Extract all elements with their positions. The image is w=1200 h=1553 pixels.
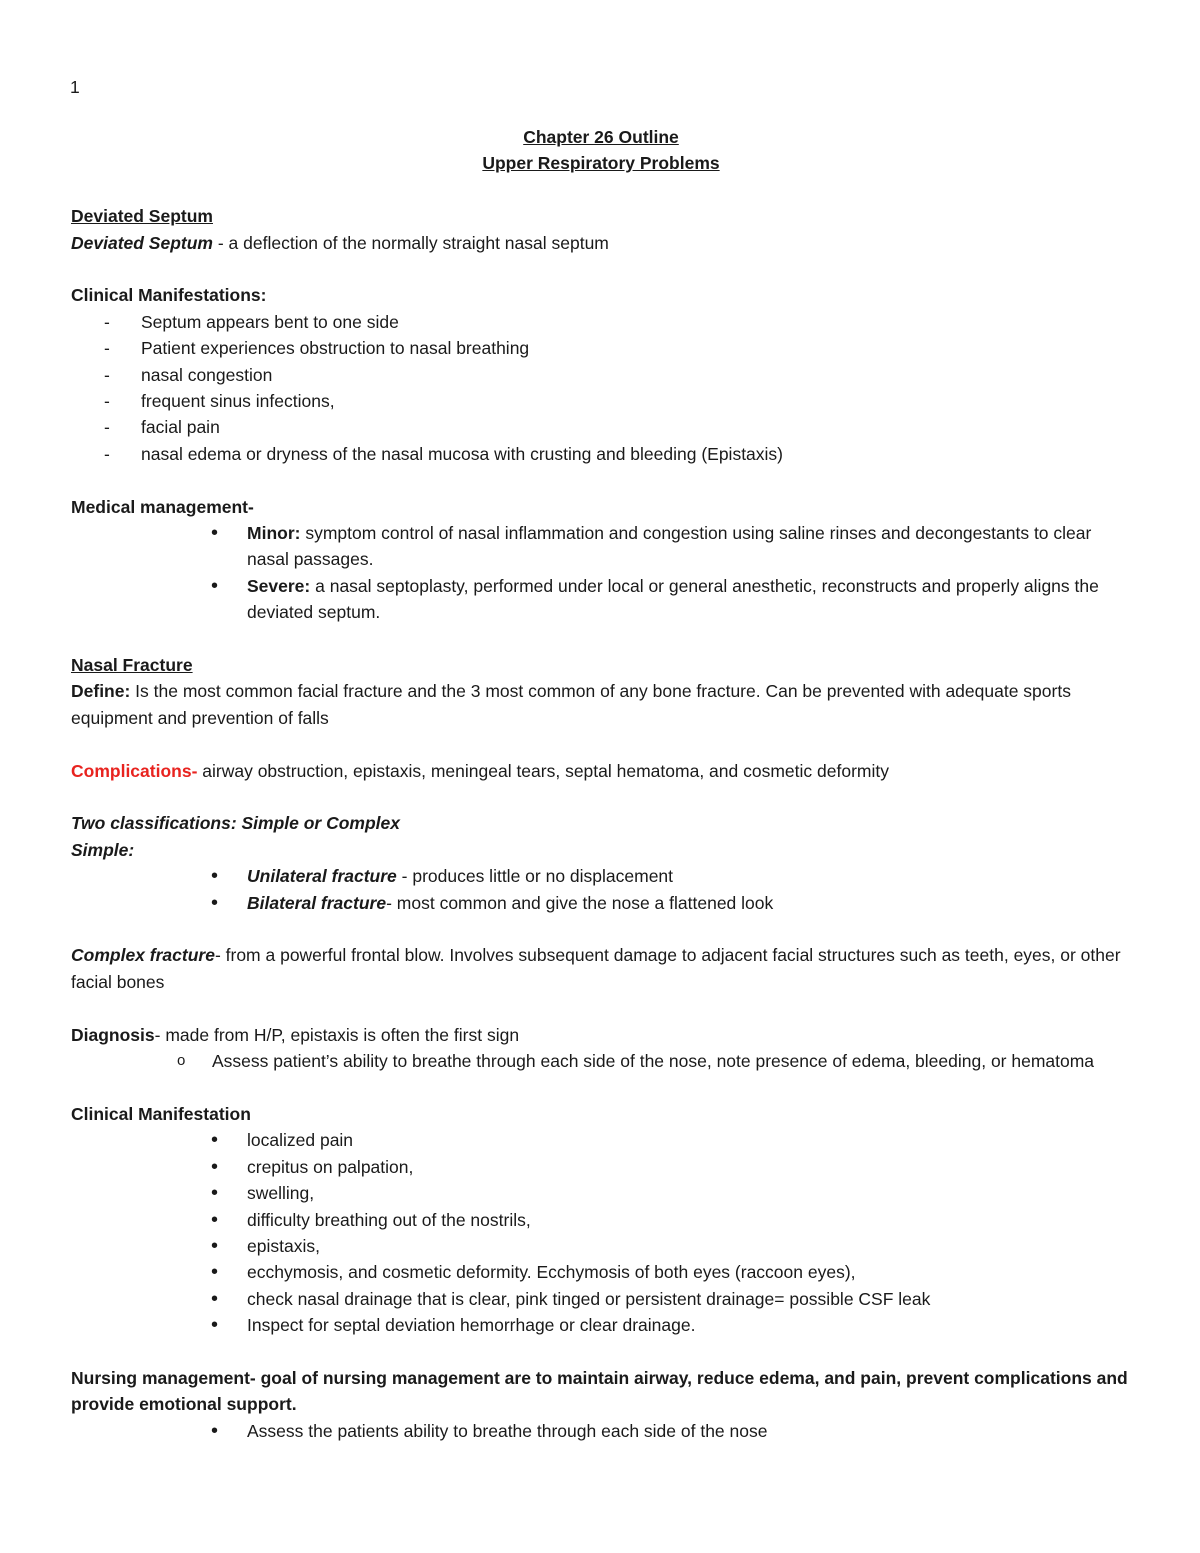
list-item	[71, 890, 1131, 916]
clinical-manifestation-heading: Clinical Manifestation	[71, 1103, 251, 1124]
diagnosis-term: Diagnosis	[71, 1024, 155, 1045]
definition-term: Define:	[71, 681, 131, 702]
section-heading-nasal-fracture: Nasal Fracture	[71, 655, 193, 676]
item-text: symptom control of nasal inflammation and congestion using saline rinses and decongestants to clear nasal passages.	[247, 523, 1092, 570]
definition-text: - a deflection of the normally straight nasal septum	[212, 232, 609, 253]
item-text: - produces little or no displacement	[396, 866, 674, 887]
list-item: • Inspect for septal deviation hemorrhage or clear drainage.	[71, 1312, 1131, 1338]
complications-paragraph	[71, 758, 1131, 784]
diagnosis-list	[71, 1048, 1131, 1074]
clinical-manifestations-list	[71, 309, 1131, 467]
list-item: - Patient experiences obstruction to nasal breathing	[71, 335, 1131, 361]
medical-management-list	[71, 520, 1131, 626]
list-item: o Assess patient’s ability to breathe through each side of the nose, note presence of edema, bleeding, or hematoma	[71, 1048, 1131, 1074]
clinical-manifestations-heading: Clinical Manifestations:	[71, 285, 267, 306]
list-item: • ecchymosis, and cosmetic deformity. Ecchymosis of both eyes (raccoon eyes),	[71, 1259, 1131, 1285]
clinical-manifestation-list	[71, 1127, 1131, 1338]
item-term: Minor:	[247, 523, 301, 544]
complications-text: airway obstruction, epistaxis, meningeal tears, septal hematoma, and cosmetic deformity	[197, 760, 889, 781]
item-term: Severe:	[247, 575, 311, 596]
simple-heading: Simple:	[71, 839, 135, 860]
list-item: - facial pain	[71, 414, 1131, 440]
definition-term: Deviated Septum	[71, 232, 213, 253]
chapter-title: Chapter 26 Outline	[523, 127, 679, 147]
complex-fracture-paragraph	[71, 942, 1131, 995]
simple-fracture-list	[71, 863, 1131, 916]
list-item: • epistaxis,	[71, 1233, 1131, 1259]
page-number: 1	[70, 77, 80, 97]
diagnosis-text: - made from H/P, epistaxis is often the first sign	[154, 1024, 520, 1045]
item-text: - most common and give the nose a flattened look	[386, 892, 774, 913]
list-item: • difficulty breathing out of the nostrils,	[71, 1207, 1131, 1233]
complex-term: Complex fracture	[71, 945, 215, 966]
list-item: - frequent sinus infections,	[71, 388, 1131, 414]
item-term: Bilateral fracture	[247, 892, 387, 913]
section-heading-deviated-septum: Deviated Septum	[71, 206, 213, 227]
nursing-management-heading: Nursing management- goal of nursing management are to maintain airway, reduce edema, and pain, prevent complications and provide emotional support.	[71, 1367, 1128, 1415]
list-item	[71, 573, 1131, 626]
list-item: - nasal congestion	[71, 362, 1131, 388]
definition-text: Is the most common facial fracture and the 3 most common of any bone fracture. Can be prevented with adequate sports equipment and prevention of falls	[71, 681, 1071, 728]
list-item: • crepitus on palpation,	[71, 1154, 1131, 1180]
complex-text: - from a powerful frontal blow. Involves subsequent damage to adjacent facial structures such as teeth, eyes, or other facial bones	[71, 945, 1121, 992]
list-item: - Septum appears bent to one side	[71, 309, 1131, 335]
nursing-management-list	[71, 1418, 1131, 1444]
classifications-heading: Two classifications: Simple or Complex	[71, 813, 401, 834]
list-item	[71, 520, 1131, 573]
list-item: • swelling,	[71, 1180, 1131, 1206]
list-item: • localized pain	[71, 1127, 1131, 1153]
diagnosis-paragraph	[71, 1022, 1131, 1048]
chapter-subtitle: Upper Respiratory Problems	[482, 153, 720, 174]
document-body	[71, 124, 1131, 1444]
list-item	[71, 863, 1131, 889]
medical-management-heading: Medical management-	[71, 496, 254, 517]
list-item: • check nasal drainage that is clear, pink tinged or persistent drainage= possible CSF leak	[71, 1286, 1131, 1312]
complications-term: Complications-	[71, 760, 198, 781]
deviated-septum-definition	[71, 230, 1131, 256]
item-text: a nasal septoplasty, performed under local or general anesthetic, reconstructs and properly aligns the deviated septum.	[247, 575, 1099, 623]
list-item: • Assess the patients ability to breathe through each side of the nose	[71, 1418, 1131, 1444]
item-term: Unilateral fracture	[247, 866, 397, 887]
nasal-fracture-definition	[71, 678, 1131, 731]
list-item: - nasal edema or dryness of the nasal mucosa with crusting and bleeding (Epistaxis)	[71, 441, 1131, 467]
